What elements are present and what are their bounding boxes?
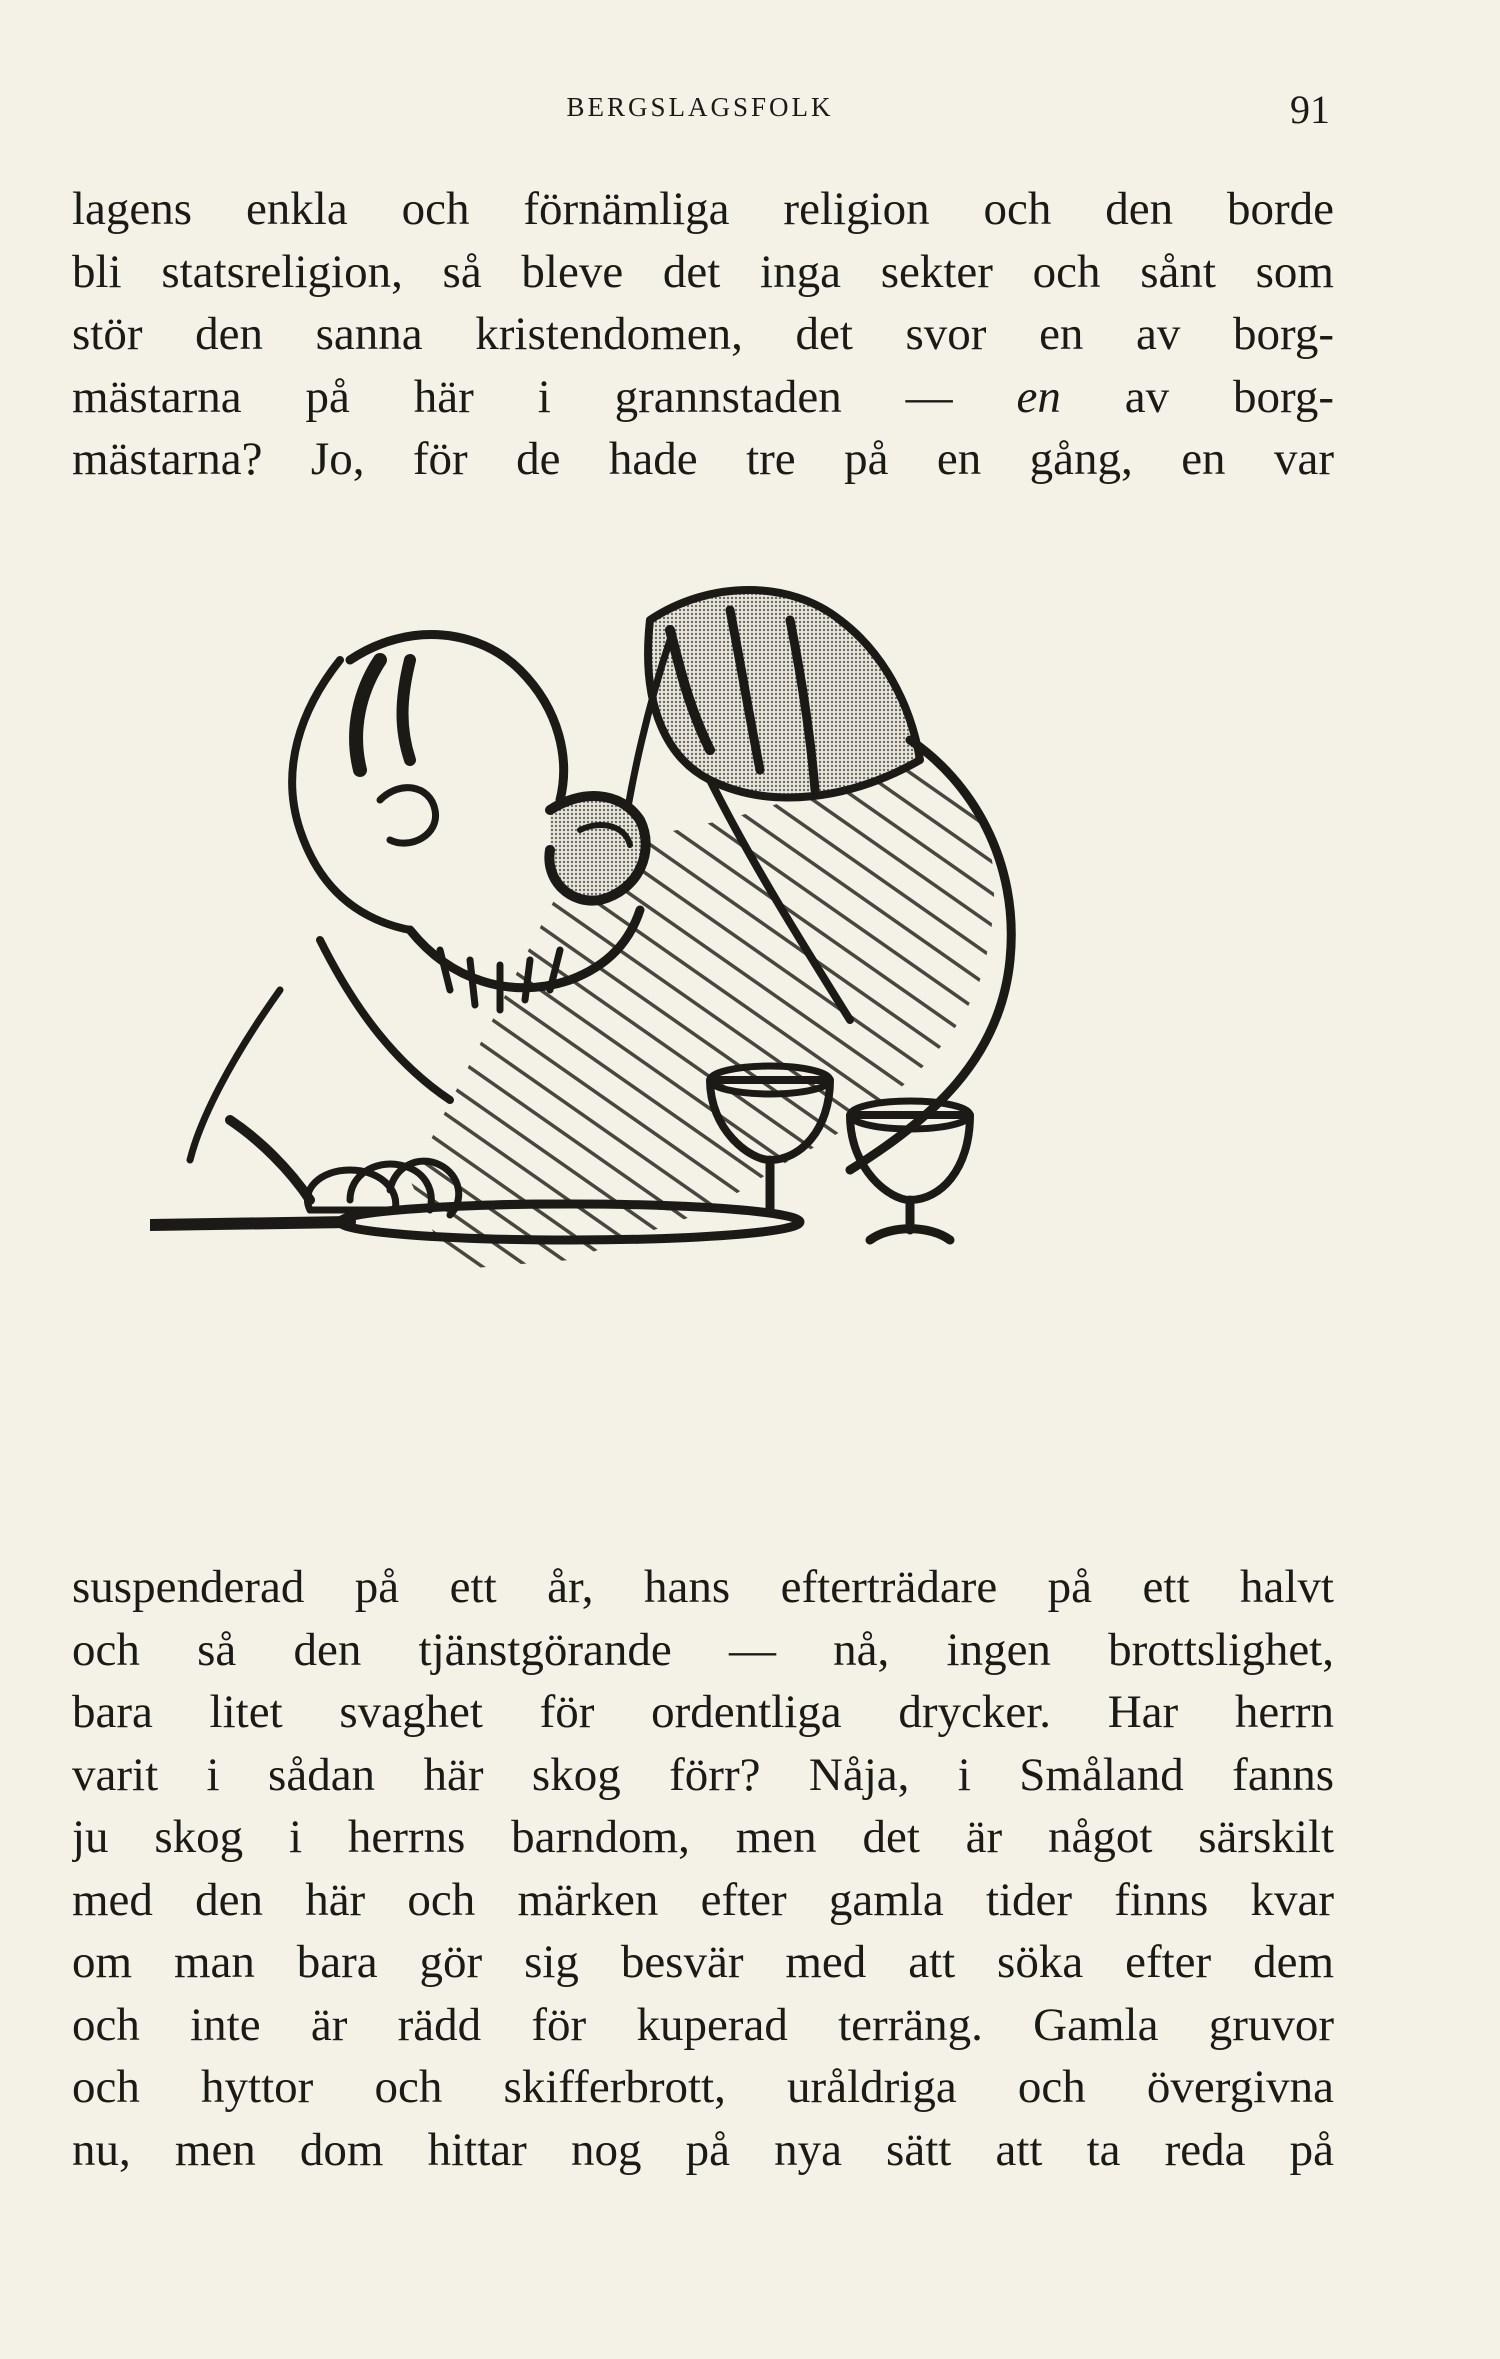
running-title: BERGSLAGSFOLK — [566, 92, 834, 122]
text-segment: av borg- — [1060, 370, 1334, 423]
illustration-drawing — [150, 560, 1270, 1490]
text-line: stör den sanna kristendomen, det svor en av borg- — [72, 308, 1334, 360]
running-head — [70, 87, 1330, 132]
text-segment: mästarna på här i grannstaden — — [72, 370, 1017, 423]
text-line: varit i sådan här skog förr? Nåja, i Småland fanns — [72, 1748, 1334, 1801]
italic-emphasis: en — [1016, 370, 1061, 423]
page-number: 91 — [1290, 87, 1330, 132]
paragraph-bottom — [72, 1556, 1334, 2181]
text-line: bara litet svaghet för ordentliga drycker. Har herrn — [72, 1686, 1334, 1738]
text-line: ju skog i herrns barndom, men det är något särskilt — [72, 1811, 1334, 1863]
text-line: och så den tjänstgörande — nå, ingen brottslighet, — [72, 1623, 1334, 1676]
text-line: mästarna? Jo, för de hade tre på en gång, en var — [72, 433, 1334, 485]
text-line-with-italic — [72, 366, 1334, 429]
text-line: och inte är rädd för kuperad terräng. Gamla gruvor — [72, 1998, 1334, 2051]
text-line: bli statsreligion, så bleve det inga sekter och sånt som — [72, 245, 1334, 298]
text-line: om man bara gör sig besvär med att söka efter dem — [72, 1936, 1334, 1988]
paragraph-top — [72, 178, 1334, 491]
text-line: med den här och märken efter gamla tider finns kvar — [72, 1873, 1334, 1926]
man-drinking-illustration — [150, 560, 1270, 1490]
text-line: och hyttor och skifferbrott, uråldriga och övergivna — [72, 2061, 1334, 2113]
text-line: lagens enkla och förnämliga religion och den borde — [72, 183, 1334, 235]
text-line: suspenderad på ett år, hans efterträdare på ett halvt — [72, 1561, 1334, 1613]
text-line: nu, men dom hittar nog på nya sätt att ta reda på — [72, 2123, 1334, 2176]
